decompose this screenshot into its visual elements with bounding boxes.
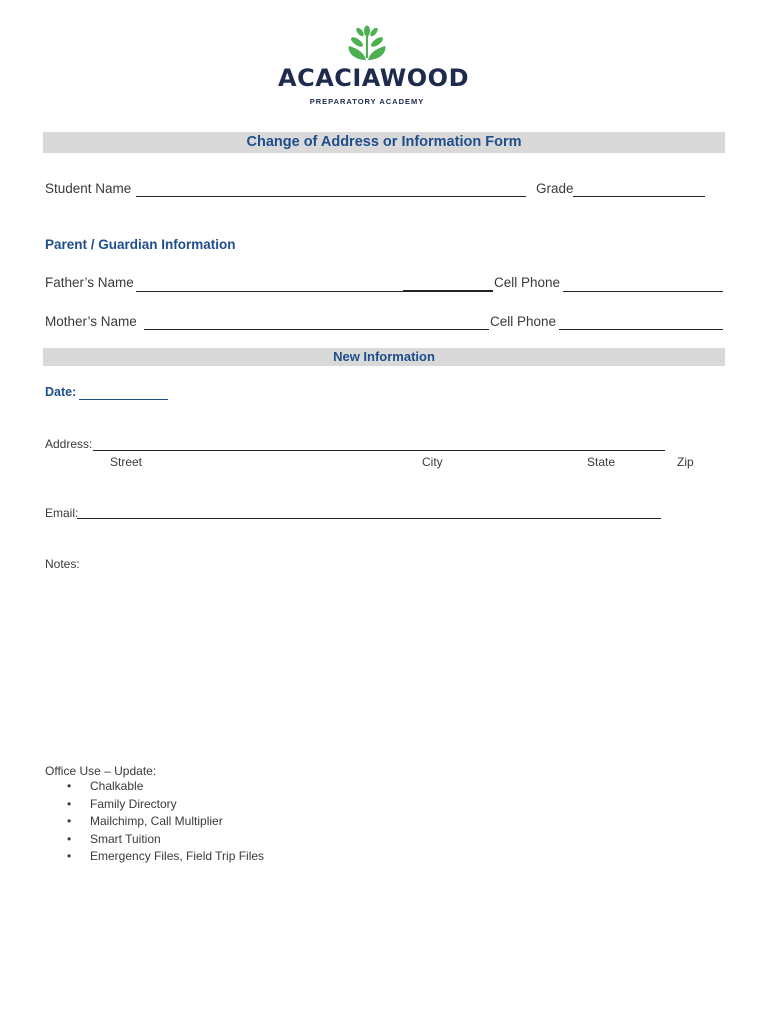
office-item-label: Emergency Files, Field Trip Files: [90, 849, 265, 863]
list-item: [45, 831, 264, 849]
office-item-label: Family Directory: [90, 796, 177, 811]
zip-label: Zip: [677, 455, 694, 469]
father-name-field-extension: [403, 290, 493, 292]
form-title: Change of Address or Information Form: [246, 134, 522, 150]
bullet-icon: •: [67, 814, 72, 828]
form-title-band: [43, 132, 725, 153]
office-item-label: Smart Tuition: [90, 831, 161, 846]
address-field[interactable]: [93, 450, 665, 451]
logo-subtitle: PREPARATORY ACADEMY: [309, 97, 425, 106]
street-label: Street: [110, 455, 143, 469]
parent-section-title: Parent / Guardian Information: [45, 237, 236, 252]
logo-wordmark: ACACIAWOOD: [278, 64, 469, 92]
bullet-icon: •: [67, 849, 72, 863]
notes-label: Notes:: [45, 557, 80, 571]
new-info-band: [43, 348, 725, 366]
sprout-leaf-icon: [278, 22, 456, 64]
city-label: City: [422, 455, 443, 469]
date-label: Date:: [45, 385, 77, 399]
office-item-label: Mailchimp, Call Multiplier: [90, 814, 223, 828]
email-label: Email:: [45, 506, 79, 520]
email-field[interactable]: [77, 518, 661, 519]
bullet-icon: •: [67, 831, 72, 846]
date-field[interactable]: [79, 399, 168, 400]
father-name-label: Father’s Name: [45, 275, 134, 290]
grade-label: Grade: [536, 181, 574, 196]
student-name-label: Student Name: [45, 181, 132, 196]
new-info-title: New Information: [333, 349, 435, 364]
student-name-field[interactable]: [136, 196, 526, 197]
office-item-label: Chalkable: [90, 779, 144, 793]
list-item: [45, 778, 264, 796]
father-cell-label: Cell Phone: [494, 275, 561, 290]
list-item: [45, 813, 264, 831]
bullet-icon: •: [67, 779, 72, 793]
grade-field[interactable]: [573, 196, 705, 197]
mother-cell-label: Cell Phone: [490, 314, 557, 329]
father-name-field[interactable]: [136, 291, 403, 292]
mother-name-label: Mother’s Name: [45, 314, 137, 329]
father-cell-field[interactable]: [563, 291, 723, 292]
state-label: State: [587, 455, 616, 469]
address-label: Address:: [45, 437, 93, 451]
mother-name-field[interactable]: [144, 329, 489, 330]
office-use-title: Office Use – Update:: [45, 764, 157, 778]
mother-cell-field[interactable]: [559, 329, 723, 330]
bullet-icon: •: [67, 796, 72, 811]
list-item: [45, 796, 264, 814]
list-item: [45, 848, 264, 866]
office-use-list: [45, 778, 264, 866]
school-logo: [278, 22, 469, 110]
notes-area[interactable]: [45, 576, 725, 756]
